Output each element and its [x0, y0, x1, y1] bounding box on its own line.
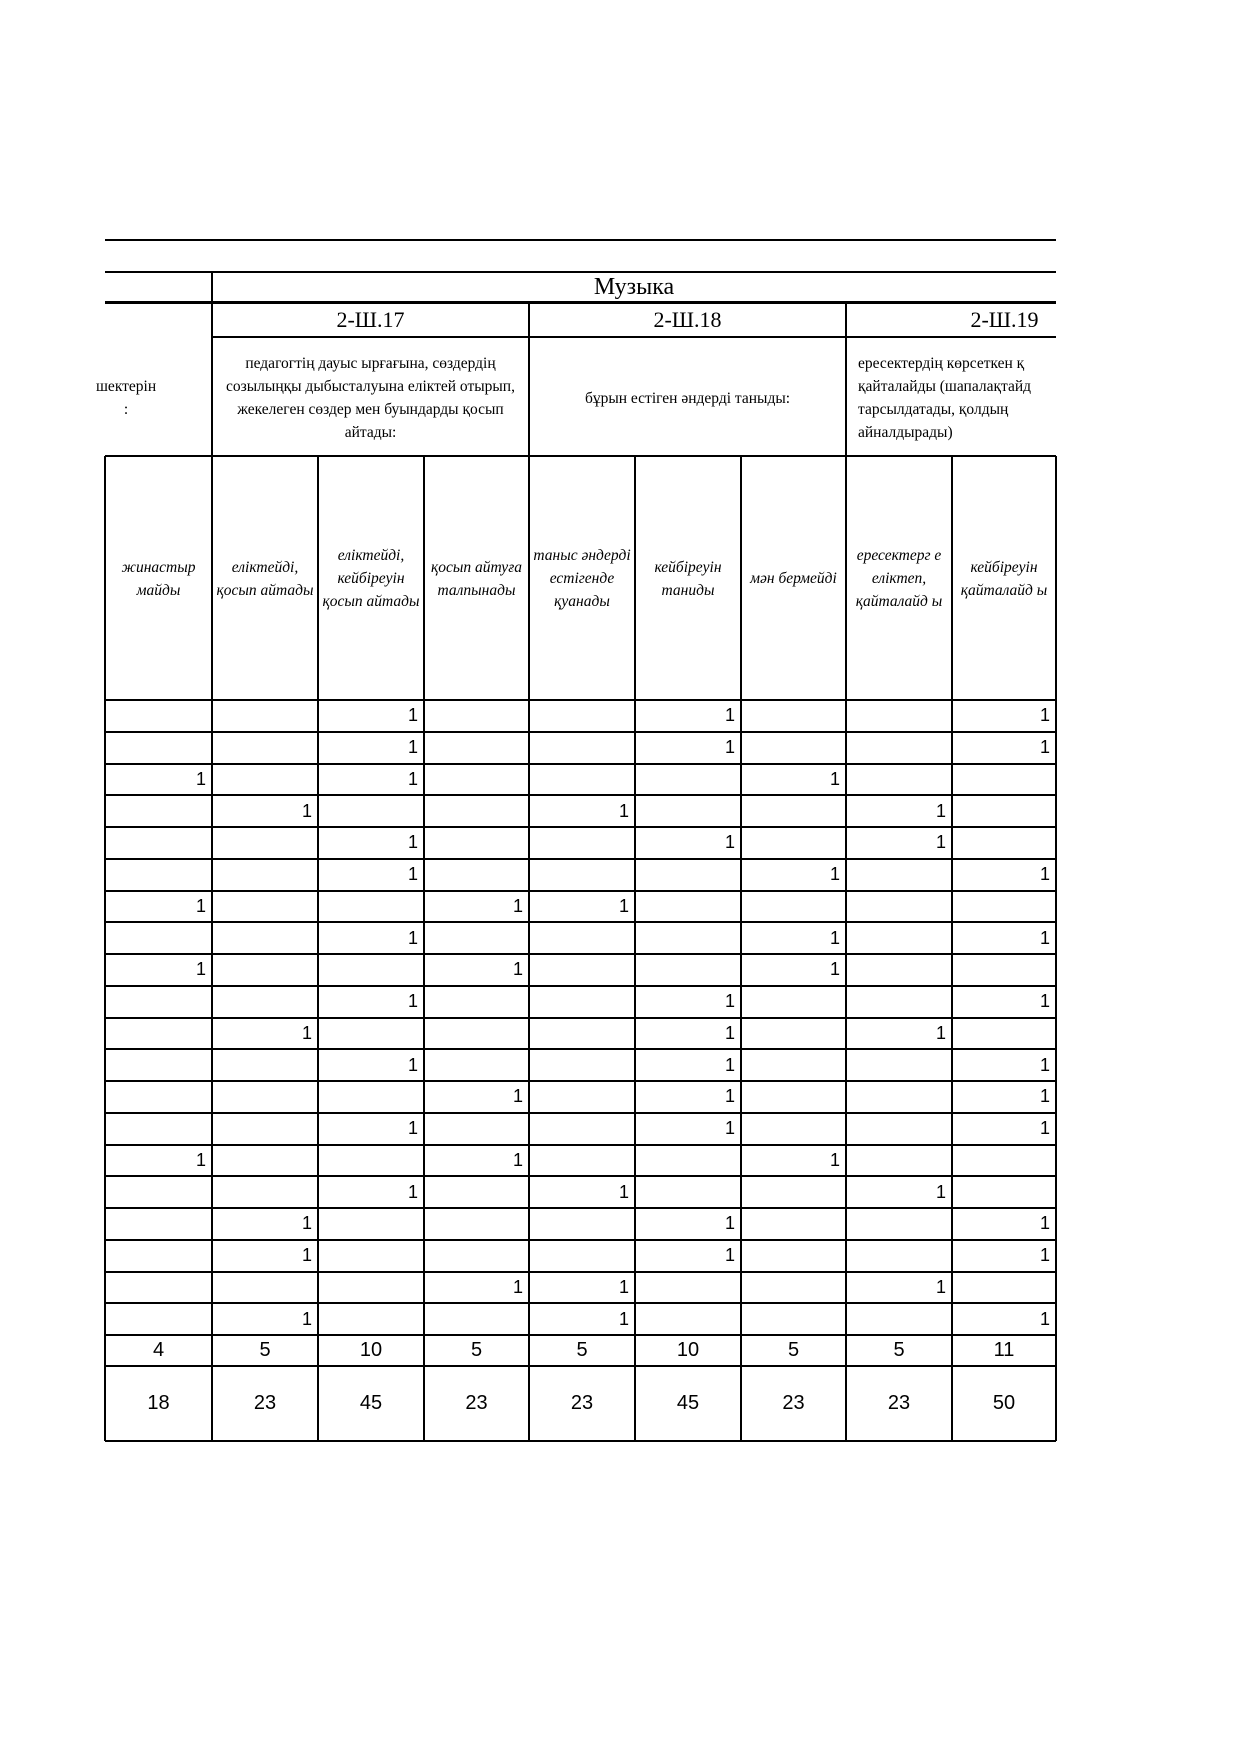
mark-cell: 1 [935, 1022, 946, 1043]
mark-cell [212, 1081, 318, 1113]
mark-cell [846, 954, 952, 986]
mark-cell: 1 [407, 864, 418, 885]
mark-cell: 1 [301, 800, 312, 821]
criterion-header-3: қосып айтуға талпынады [431, 558, 522, 599]
mark-cell [741, 795, 846, 827]
mark-cell [105, 795, 212, 827]
mark-cell [318, 1145, 424, 1177]
mark-cell: 1 [1039, 705, 1050, 726]
percent-cell: 23 [782, 1392, 805, 1414]
mark-cell: 1 [935, 800, 946, 821]
mark-cell [846, 1240, 952, 1272]
mark-cell [318, 1018, 424, 1050]
mark-cell [424, 859, 529, 891]
mark-cell: 1 [829, 864, 840, 885]
group-desc-0: шектерін : [96, 378, 157, 418]
criterion-header-7: ересектерг е еліктеп, қайталайд ы [855, 547, 943, 610]
mark-cell [952, 764, 1056, 796]
mark-cell: 1 [1039, 864, 1050, 885]
mark-cell: 1 [407, 832, 418, 853]
mark-cell [741, 827, 846, 859]
mark-cell [741, 1208, 846, 1240]
mark-cell [424, 700, 529, 732]
mark-cell [212, 700, 318, 732]
mark-cell [212, 1145, 318, 1177]
mark-cell [529, 1081, 635, 1113]
mark-cell [635, 795, 741, 827]
mark-cell [105, 1176, 212, 1208]
group-desc-19: ересектердің көрсеткен қ қайталайды (шапалақтайд тарсылдатады, қолдың айналдырады) [858, 355, 1032, 441]
grid-vline [317, 456, 319, 1441]
mark-cell: 1 [407, 1054, 418, 1075]
mark-cell: 1 [407, 991, 418, 1012]
grid-hline [105, 763, 1056, 765]
mark-cell [846, 1113, 952, 1145]
mark-cell: 1 [724, 1213, 735, 1234]
group-code-19: 2-Ш.19 [970, 307, 1039, 332]
mark-cell [212, 859, 318, 891]
grid-hline [105, 1112, 1056, 1114]
mark-cell [741, 986, 846, 1018]
mark-cell: 1 [935, 832, 946, 853]
mark-cell: 1 [301, 1022, 312, 1043]
mark-cell [212, 1049, 318, 1081]
criterion-header-8: кейбіреуін қайталайд ы [960, 558, 1048, 599]
mark-cell: 1 [724, 1245, 735, 1266]
percent-cell: 23 [253, 1392, 277, 1414]
mark-cell [635, 922, 741, 954]
total-cell: 10 [676, 1339, 700, 1361]
grid-hline [105, 890, 1056, 892]
mark-cell [846, 1145, 952, 1177]
mark-cell [105, 859, 212, 891]
percent-cell: 45 [676, 1392, 700, 1414]
section-title: Музыка [593, 273, 675, 300]
mark-cell [318, 795, 424, 827]
mark-cell [424, 732, 529, 764]
mark-cell [635, 1303, 741, 1335]
mark-cell [105, 1208, 212, 1240]
mark-cell [424, 795, 529, 827]
grid-hline [212, 336, 1056, 338]
grid-hline [105, 1302, 1056, 1304]
mark-cell: 1 [195, 895, 206, 916]
group-code-17: 2-Ш.17 [336, 307, 405, 332]
mark-cell [105, 1113, 212, 1145]
percent-cell: 23 [465, 1392, 488, 1414]
grid-vline [845, 302, 847, 1441]
mark-cell: 1 [1039, 1213, 1050, 1234]
mark-cell: 1 [301, 1308, 312, 1329]
mark-cell: 1 [195, 1149, 206, 1170]
mark-cell: 1 [512, 895, 523, 916]
mark-cell: 1 [407, 737, 418, 758]
mark-cell [846, 859, 952, 891]
percent-cell: 50 [992, 1392, 1016, 1414]
mark-cell [741, 891, 846, 923]
grid-hline [105, 1239, 1056, 1241]
mark-cell [212, 986, 318, 1018]
grid-hline [105, 301, 1056, 304]
mark-cell [529, 859, 635, 891]
mark-cell: 1 [724, 832, 735, 853]
mark-cell [424, 1208, 529, 1240]
mark-cell [741, 1272, 846, 1304]
mark-cell [846, 1303, 952, 1335]
mark-cell [212, 1272, 318, 1304]
mark-cell [105, 827, 212, 859]
mark-cell [846, 700, 952, 732]
mark-cell: 1 [724, 705, 735, 726]
mark-cell [105, 1018, 212, 1050]
criterion-header-0: жинастыр майды [121, 558, 196, 599]
mark-cell [318, 1208, 424, 1240]
mark-cell [846, 1049, 952, 1081]
mark-cell [529, 1208, 635, 1240]
mark-cell: 1 [195, 768, 206, 789]
mark-cell [846, 1208, 952, 1240]
grid-hline [105, 731, 1056, 733]
mark-cell [212, 891, 318, 923]
group-desc-18: бұрын естіген әндерді таныды: [584, 389, 791, 407]
mark-cell [212, 1176, 318, 1208]
mark-cell [105, 1272, 212, 1304]
mark-cell: 1 [301, 1245, 312, 1266]
mark-cell [741, 732, 846, 764]
mark-cell [741, 1240, 846, 1272]
mark-cell [105, 732, 212, 764]
grid-hline [105, 1048, 1056, 1050]
mark-cell: 1 [1039, 1054, 1050, 1075]
total-cell: 5 [470, 1339, 483, 1361]
mark-cell: 1 [618, 1308, 629, 1329]
grid-hline [105, 985, 1056, 987]
mark-cell [741, 1303, 846, 1335]
top-rule [105, 239, 1056, 241]
mark-cell [424, 1049, 529, 1081]
grid-vline [951, 456, 953, 1441]
mark-cell: 1 [618, 1276, 629, 1297]
mark-cell: 1 [1039, 991, 1050, 1012]
mark-cell: 1 [1039, 737, 1050, 758]
mark-cell [424, 1018, 529, 1050]
grid-hline [105, 1207, 1056, 1209]
criterion-header-2: еліктейді, кейбіреуін қосып айтады [322, 547, 420, 610]
grid-hline [105, 953, 1056, 955]
total-cell: 5 [576, 1339, 588, 1361]
grid-hline [105, 1271, 1056, 1273]
mark-cell: 1 [724, 1054, 735, 1075]
mark-cell: 1 [618, 800, 629, 821]
mark-cell [846, 732, 952, 764]
mark-cell [952, 795, 1056, 827]
grid-vline [211, 271, 213, 1441]
mark-cell: 1 [512, 1086, 523, 1107]
mark-cell [635, 1176, 741, 1208]
percent-cell: 23 [570, 1392, 594, 1414]
mark-cell [424, 1303, 529, 1335]
mark-cell [424, 1113, 529, 1145]
mark-cell [212, 764, 318, 796]
mark-cell [424, 1176, 529, 1208]
mark-cell [529, 1240, 635, 1272]
mark-cell [635, 954, 741, 986]
mark-cell [529, 1113, 635, 1145]
mark-cell: 1 [935, 1181, 946, 1202]
mark-cell [424, 764, 529, 796]
mark-cell: 1 [1039, 1086, 1050, 1107]
mark-cell: 1 [512, 959, 523, 980]
total-cell: 10 [359, 1339, 383, 1361]
grid-hline [105, 1144, 1056, 1146]
mark-cell [741, 1176, 846, 1208]
mark-cell [529, 732, 635, 764]
percent-cell: 23 [887, 1392, 911, 1414]
total-cell: 4 [152, 1339, 165, 1361]
grid-hline [105, 1334, 1056, 1336]
mark-cell: 1 [407, 705, 418, 726]
mark-cell: 1 [724, 991, 735, 1012]
grid-hline [105, 1080, 1056, 1082]
mark-cell [529, 954, 635, 986]
mark-cell: 1 [195, 959, 206, 980]
mark-cell [741, 1018, 846, 1050]
mark-cell [952, 1018, 1056, 1050]
mark-cell [318, 954, 424, 986]
grid-vline [1055, 456, 1057, 1441]
mark-cell [212, 732, 318, 764]
mark-cell [952, 1145, 1056, 1177]
mark-cell [635, 859, 741, 891]
mark-cell [212, 1113, 318, 1145]
mark-cell [952, 1272, 1056, 1304]
mark-cell [424, 922, 529, 954]
mark-cell [846, 986, 952, 1018]
grid-hline [105, 1175, 1056, 1177]
mark-cell: 1 [829, 927, 840, 948]
mark-cell: 1 [407, 1181, 418, 1202]
grid-vline [634, 456, 636, 1441]
mark-cell: 1 [512, 1276, 523, 1297]
mark-cell [318, 1272, 424, 1304]
mark-cell: 1 [301, 1213, 312, 1234]
mark-cell [952, 827, 1056, 859]
criterion-header-6: мән бермейді [750, 570, 837, 587]
mark-cell [318, 1240, 424, 1272]
mark-cell: 1 [724, 1118, 735, 1139]
mark-cell: 1 [724, 1022, 735, 1043]
mark-cell [846, 922, 952, 954]
criterion-header-1: еліктейді, қосып айтады [216, 558, 314, 599]
mark-cell: 1 [618, 1181, 629, 1202]
mark-cell: 1 [829, 768, 840, 789]
mark-cell: 1 [1039, 1118, 1050, 1139]
mark-cell: 1 [724, 1086, 735, 1107]
grid-hline [105, 455, 1056, 457]
total-cell: 11 [993, 1339, 1015, 1361]
mark-cell [105, 700, 212, 732]
mark-cell [635, 764, 741, 796]
grid-vline [423, 456, 425, 1441]
mark-cell: 1 [407, 768, 418, 789]
grid-hline [105, 921, 1056, 923]
mark-cell [212, 922, 318, 954]
mark-cell [424, 827, 529, 859]
mark-cell [741, 700, 846, 732]
total-cell: 5 [787, 1339, 800, 1361]
grid-hline [105, 1365, 1056, 1367]
mark-cell: 1 [829, 959, 840, 980]
mark-cell [846, 891, 952, 923]
mark-cell: 1 [407, 927, 418, 948]
mark-cell [529, 1049, 635, 1081]
mark-cell [846, 1081, 952, 1113]
total-cell: 5 [893, 1339, 905, 1361]
mark-cell [212, 827, 318, 859]
grid-hline [105, 858, 1056, 860]
mark-cell: 1 [407, 1118, 418, 1139]
grid-hline [105, 699, 1056, 701]
mark-cell [105, 986, 212, 1018]
mark-cell [529, 764, 635, 796]
mark-cell [105, 1081, 212, 1113]
mark-cell [952, 891, 1056, 923]
mark-cell [529, 1145, 635, 1177]
mark-cell: 1 [935, 1276, 946, 1297]
mark-cell [318, 1081, 424, 1113]
mark-cell: 1 [1039, 927, 1050, 948]
mark-cell [529, 827, 635, 859]
mark-cell [741, 1081, 846, 1113]
percent-cell: 45 [359, 1392, 383, 1414]
mark-cell [635, 1145, 741, 1177]
mark-cell [318, 1303, 424, 1335]
mark-cell [529, 1018, 635, 1050]
mark-cell [105, 1303, 212, 1335]
mark-cell [741, 1113, 846, 1145]
mark-cell [846, 764, 952, 796]
group-code-18: 2-Ш.18 [653, 307, 722, 332]
mark-cell [424, 986, 529, 1018]
mark-cell [952, 1176, 1056, 1208]
mark-cell [741, 1049, 846, 1081]
mark-cell [424, 1240, 529, 1272]
mark-cell: 1 [618, 895, 629, 916]
mark-cell [635, 891, 741, 923]
grid-vline [528, 302, 530, 1441]
mark-cell [318, 891, 424, 923]
mark-cell [529, 922, 635, 954]
group-desc-17: педагогтің дауыс ырғағына, сөздердің созылыңқы дыбысталуына еліктей отырып, жекелеген сөздер мен буындарды қосып айтады: [226, 355, 515, 441]
mark-cell: 1 [512, 1149, 523, 1170]
mark-cell [952, 954, 1056, 986]
grid-hline [105, 1017, 1056, 1019]
mark-cell [105, 1240, 212, 1272]
mark-cell [529, 986, 635, 1018]
criterion-header-5: кейбіреуін таниды [654, 558, 722, 599]
percent-cell: 18 [147, 1392, 170, 1414]
mark-cell [105, 922, 212, 954]
mark-cell: 1 [724, 737, 735, 758]
mark-cell [105, 1049, 212, 1081]
grid-hline [105, 1440, 1056, 1442]
grid-hline [105, 826, 1056, 828]
mark-cell: 1 [1039, 1308, 1050, 1329]
mark-cell: 1 [1039, 1245, 1050, 1266]
mark-cell: 1 [829, 1149, 840, 1170]
grid-vline [740, 456, 742, 1441]
mark-cell [635, 1272, 741, 1304]
grid-hline [105, 794, 1056, 796]
mark-cell [529, 700, 635, 732]
criterion-header-4: таныс әндерді естігенде қуанады [533, 547, 631, 610]
total-cell: 5 [259, 1339, 271, 1361]
mark-cell [212, 954, 318, 986]
grid-vline [104, 456, 106, 1441]
